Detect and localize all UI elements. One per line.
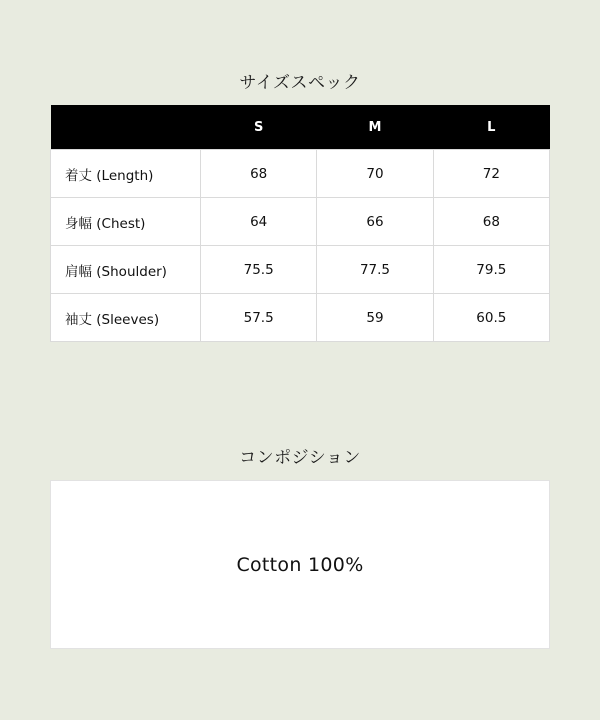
cell-shoulder-m: 77.5 bbox=[317, 246, 433, 294]
table-row bbox=[51, 198, 550, 246]
cell-length-l: 72 bbox=[433, 150, 549, 198]
cell-length-s: 68 bbox=[201, 150, 317, 198]
row-label-chest: 身幅 (Chest) bbox=[51, 198, 201, 246]
cell-chest-m: 66 bbox=[317, 198, 433, 246]
column-header-s: S bbox=[201, 105, 317, 150]
table-row bbox=[51, 150, 550, 198]
cell-sleeves-s: 57.5 bbox=[201, 294, 317, 342]
size-spec-table-head bbox=[51, 105, 550, 150]
size-spec-table-wrapper bbox=[50, 105, 550, 342]
cell-length-m: 70 bbox=[317, 150, 433, 198]
table-row bbox=[51, 294, 550, 342]
composition-text: Cotton 100% bbox=[236, 553, 364, 576]
size-spec-title: サイズスペック bbox=[239, 73, 361, 93]
row-label-shoulder: 肩幅 (Shoulder) bbox=[51, 246, 201, 294]
size-spec-table-body bbox=[51, 150, 550, 342]
cell-chest-l: 68 bbox=[433, 198, 549, 246]
cell-shoulder-l: 79.5 bbox=[433, 246, 549, 294]
composition-box bbox=[50, 480, 550, 649]
cell-sleeves-m: 59 bbox=[317, 294, 433, 342]
row-label-sleeves: 袖丈 (Sleeves) bbox=[51, 294, 201, 342]
size-spec-table bbox=[50, 105, 550, 342]
row-label-length: 着丈 (Length) bbox=[51, 150, 201, 198]
table-row bbox=[51, 246, 550, 294]
column-header-m: M bbox=[317, 105, 433, 150]
composition-title: コンポジション bbox=[239, 448, 361, 468]
cell-sleeves-l: 60.5 bbox=[433, 294, 549, 342]
column-header-blank bbox=[51, 105, 201, 150]
table-header-row bbox=[51, 105, 550, 150]
column-header-l: L bbox=[433, 105, 549, 150]
cell-shoulder-s: 75.5 bbox=[201, 246, 317, 294]
cell-chest-s: 64 bbox=[201, 198, 317, 246]
